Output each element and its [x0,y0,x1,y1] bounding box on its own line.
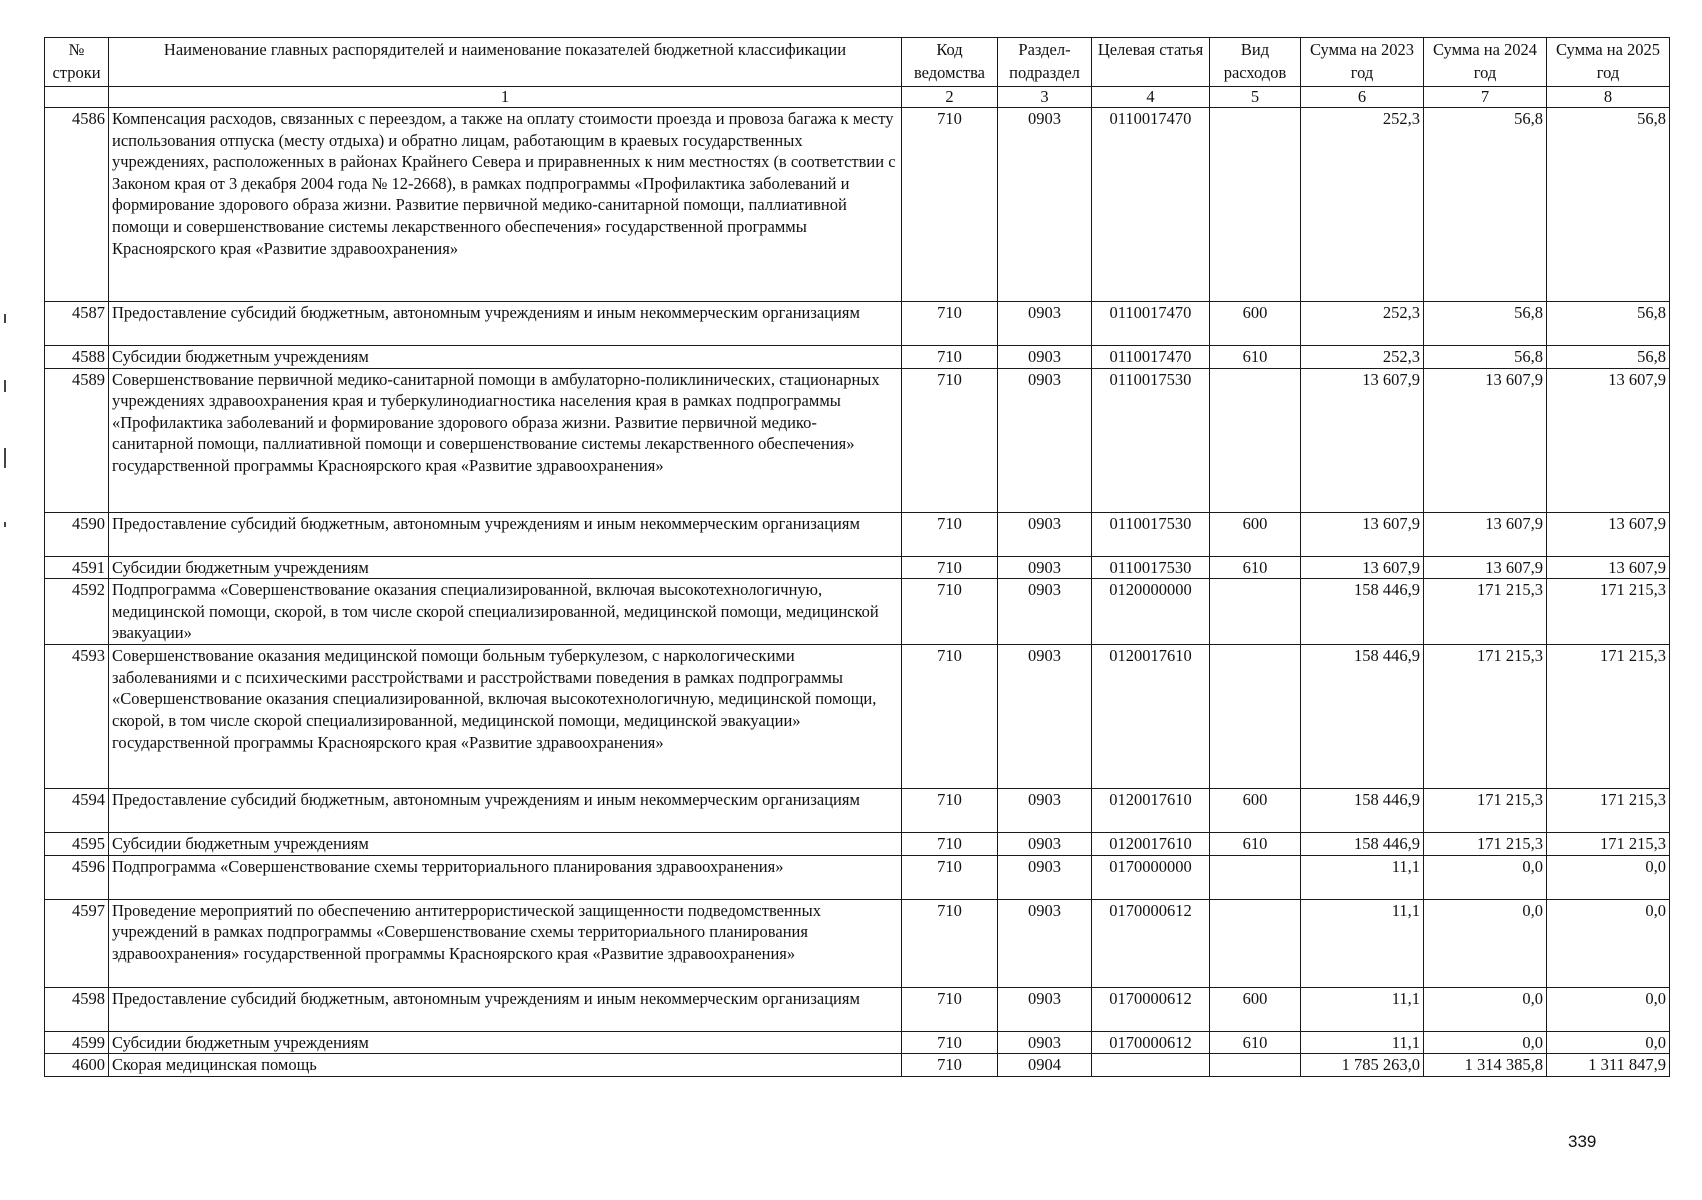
section-code: 0903 [998,346,1092,369]
column-number: 3 [998,87,1092,108]
header-row-no: № строки [45,38,109,87]
target-code: 0170000000 [1092,855,1210,899]
target-code: 0120017610 [1092,833,1210,856]
table-row [45,833,1670,856]
row-name: Субсидии бюджетным учреждениям [109,833,902,856]
sum-2023: 13 607,9 [1301,556,1424,579]
sum-2024: 13 607,9 [1424,368,1547,512]
column-number: 1 [109,87,902,108]
column-number-blank [45,87,109,108]
row-name: Предоставление субсидий бюджетным, автономным учреждениям и иным некоммерческим организациям [109,512,902,556]
sum-2023: 158 446,9 [1301,789,1424,833]
row-name: Предоставление субсидий бюджетным, автономным учреждениям и иным некоммерческим организациям [109,302,902,346]
column-number: 6 [1301,87,1424,108]
section-code: 0903 [998,855,1092,899]
sum-2025: 56,8 [1547,302,1670,346]
margin-mark [4,448,6,468]
target-code: 0110017530 [1092,556,1210,579]
expense-type [1210,645,1301,789]
section-code: 0903 [998,789,1092,833]
sum-2025: 13 607,9 [1547,368,1670,512]
sum-2025: 171 215,3 [1547,833,1670,856]
sum-2023: 252,3 [1301,302,1424,346]
sum-2024: 171 215,3 [1424,833,1547,856]
dept-code: 710 [902,899,998,987]
table-row [45,789,1670,833]
row-number: 4595 [45,833,109,856]
dept-code: 710 [902,1031,998,1054]
table-row [45,579,1670,645]
sum-2024: 56,8 [1424,108,1547,302]
row-number: 4591 [45,556,109,579]
expense-type: 600 [1210,789,1301,833]
dept-code: 710 [902,368,998,512]
sum-2023: 13 607,9 [1301,368,1424,512]
row-name: Совершенствование первичной медико-санитарной помощи в амбулаторно-поликлинических, стационарных учреждениях здравоохранения края и туберкулинодиагностика населения края в рамках подпрограммы «Профилактика заболеваний и формирование здорового образа жизни. Развитие первичной медико-санитарной помощи, паллиативной помощи и совершенствование системы лекарственного обеспечения» государственной программы Красноярского края «Развитие здравоохранения» [109,368,902,512]
sum-2023: 13 607,9 [1301,512,1424,556]
sum-2025: 56,8 [1547,108,1670,302]
sum-2025: 171 215,3 [1547,579,1670,645]
sum-2023: 11,1 [1301,855,1424,899]
sum-2023: 158 446,9 [1301,645,1424,789]
section-code: 0904 [998,1054,1092,1077]
expense-type [1210,579,1301,645]
table-row [45,556,1670,579]
sum-2024: 0,0 [1424,1031,1547,1054]
dept-code: 710 [902,512,998,556]
table-row [45,108,1670,302]
row-number: 4598 [45,987,109,1031]
target-code: 0170000612 [1092,899,1210,987]
sum-2023: 11,1 [1301,987,1424,1031]
header-sum-2023: Сумма на 2023 год [1301,38,1424,87]
sum-2024: 0,0 [1424,855,1547,899]
dept-code: 710 [902,855,998,899]
dept-code: 710 [902,1054,998,1077]
sum-2023: 1 785 263,0 [1301,1054,1424,1077]
sum-2025: 13 607,9 [1547,556,1670,579]
header-expense-type: Вид расходов [1210,38,1301,87]
table-row [45,1054,1670,1077]
column-number: 7 [1424,87,1547,108]
dept-code: 710 [902,833,998,856]
row-number: 4599 [45,1031,109,1054]
dept-code: 710 [902,346,998,369]
row-name: Проведение мероприятий по обеспечению антитеррористической защищенности подведомственных учреждений в рамках подпрограммы «Совершенствование схемы территориального планирования здравоохранения» государственной программы Красноярского края «Развитие здравоохранения» [109,899,902,987]
sum-2024: 1 314 385,8 [1424,1054,1547,1077]
table-row [45,512,1670,556]
section-code: 0903 [998,108,1092,302]
sum-2024: 171 215,3 [1424,579,1547,645]
table-row [45,1031,1670,1054]
row-number: 4594 [45,789,109,833]
target-code [1092,1054,1210,1077]
row-number: 4589 [45,368,109,512]
margin-mark [4,380,6,392]
row-number: 4588 [45,346,109,369]
row-name: Предоставление субсидий бюджетным, автономным учреждениям и иным некоммерческим организациям [109,789,902,833]
expense-type: 610 [1210,556,1301,579]
sum-2025: 56,8 [1547,346,1670,369]
section-code: 0903 [998,302,1092,346]
sum-2024: 13 607,9 [1424,512,1547,556]
header-target: Целевая статья [1092,38,1210,87]
row-number: 4586 [45,108,109,302]
section-code: 0903 [998,368,1092,512]
expense-type: 610 [1210,1031,1301,1054]
table-row [45,368,1670,512]
expense-type: 610 [1210,833,1301,856]
sum-2023: 158 446,9 [1301,579,1424,645]
margin-mark [4,314,6,323]
row-name: Подпрограмма «Совершенствование оказания специализированной, включая высокотехнологичную, медицинской помощи, скорой, в том числе скорой специализированной, медицинской помощи, медицинской эвакуации» [109,579,902,645]
row-number: 4590 [45,512,109,556]
row-number: 4597 [45,899,109,987]
section-code: 0903 [998,833,1092,856]
sum-2024: 56,8 [1424,302,1547,346]
expense-type: 600 [1210,302,1301,346]
column-number: 8 [1547,87,1670,108]
row-name: Совершенствование оказания медицинской помощи больным туберкулезом, с наркологическими заболеваниями и с психическими расстройствами и расстройствами поведения в рамках подпрограммы «Совершенствование оказания специализированной, включая высокотехнологичную, медицинской помощи, скорой, в том числе скорой специализированной, медицинской помощи, медицинской эвакуации» государственной программы Красноярского края «Развитие здравоохранения» [109,645,902,789]
row-name: Субсидии бюджетным учреждениям [109,346,902,369]
sum-2023: 158 446,9 [1301,833,1424,856]
budget-table [44,37,1670,1077]
target-code: 0120000000 [1092,579,1210,645]
sum-2025: 171 215,3 [1547,645,1670,789]
sum-2024: 171 215,3 [1424,789,1547,833]
header-name: Наименование главных распорядителей и наименование показателей бюджетной классификации [109,38,902,87]
header-section: Раздел-подраздел [998,38,1092,87]
dept-code: 710 [902,579,998,645]
target-code: 0120017610 [1092,645,1210,789]
page-number: 339 [1568,1132,1597,1151]
section-code: 0903 [998,512,1092,556]
dept-code: 710 [902,645,998,789]
sum-2025: 0,0 [1547,987,1670,1031]
sum-2023: 11,1 [1301,1031,1424,1054]
row-number: 4587 [45,302,109,346]
expense-type: 610 [1210,346,1301,369]
target-code: 0110017530 [1092,512,1210,556]
expense-type [1210,855,1301,899]
sum-2023: 252,3 [1301,108,1424,302]
row-name: Субсидии бюджетным учреждениям [109,1031,902,1054]
sum-2023: 252,3 [1301,346,1424,369]
target-code: 0170000612 [1092,987,1210,1031]
expense-type [1210,1054,1301,1077]
table-row [45,855,1670,899]
section-code: 0903 [998,645,1092,789]
table-row [45,645,1670,789]
column-number: 2 [902,87,998,108]
table-row [45,302,1670,346]
section-code: 0903 [998,556,1092,579]
section-code: 0903 [998,579,1092,645]
target-code: 0120017610 [1092,789,1210,833]
table-row [45,987,1670,1031]
dept-code: 710 [902,987,998,1031]
dept-code: 710 [902,108,998,302]
expense-type: 600 [1210,512,1301,556]
sum-2025: 171 215,3 [1547,789,1670,833]
table-row [45,899,1670,987]
target-code: 0110017530 [1092,368,1210,512]
expense-type: 600 [1210,987,1301,1031]
section-code: 0903 [998,987,1092,1031]
sum-2023: 11,1 [1301,899,1424,987]
row-number: 4592 [45,579,109,645]
target-code: 0110017470 [1092,302,1210,346]
table-body [45,108,1670,1077]
row-name: Предоставление субсидий бюджетным, автономным учреждениям и иным некоммерческим организациям [109,987,902,1031]
target-code: 0170000612 [1092,1031,1210,1054]
sum-2024: 0,0 [1424,987,1547,1031]
row-number: 4600 [45,1054,109,1077]
sum-2024: 171 215,3 [1424,645,1547,789]
expense-type [1210,108,1301,302]
target-code: 0110017470 [1092,108,1210,302]
dept-code: 710 [902,789,998,833]
column-number: 4 [1092,87,1210,108]
row-number: 4596 [45,855,109,899]
row-name: Субсидии бюджетным учреждениям [109,556,902,579]
dept-code: 710 [902,302,998,346]
sum-2024: 56,8 [1424,346,1547,369]
sum-2025: 0,0 [1547,899,1670,987]
header-sum-2025: Сумма на 2025 год [1547,38,1670,87]
sum-2024: 0,0 [1424,899,1547,987]
row-name: Скорая медицинская помощь [109,1054,902,1077]
row-name: Компенсация расходов, связанных с переездом, а также на оплату стоимости проезда и провоза багажа к месту использования отпуска (месту отдыха) и обратно лицам, работающим в краевых государственных учреждениях, расположенных в районах Крайнего Севера и приравненных к ним местностях (в соответствии с Законом края от 3 декабря 2004 года № 12-2668), в рамках подпрограммы «Профилактика заболеваний и формирование здорового образа жизни. Развитие первичной медико-санитарной помощи, паллиативной помощи и совершенствование системы лекарственного обеспечения» государственной программы Красноярского края «Развитие здравоохранения» [109,108,902,302]
sum-2025: 0,0 [1547,855,1670,899]
sum-2024: 13 607,9 [1424,556,1547,579]
target-code: 0110017470 [1092,346,1210,369]
row-number: 4593 [45,645,109,789]
dept-code: 710 [902,556,998,579]
section-code: 0903 [998,899,1092,987]
header-dept-code: Код ведомства [902,38,998,87]
expense-type [1210,899,1301,987]
column-number: 5 [1210,87,1301,108]
header-sum-2024: Сумма на 2024 год [1424,38,1547,87]
sum-2025: 0,0 [1547,1031,1670,1054]
expense-type [1210,368,1301,512]
margin-mark [4,522,6,527]
table-row [45,346,1670,369]
sum-2025: 13 607,9 [1547,512,1670,556]
sum-2025: 1 311 847,9 [1547,1054,1670,1077]
section-code: 0903 [998,1031,1092,1054]
row-name: Подпрограмма «Совершенствование схемы территориального планирования здравоохранения» [109,855,902,899]
